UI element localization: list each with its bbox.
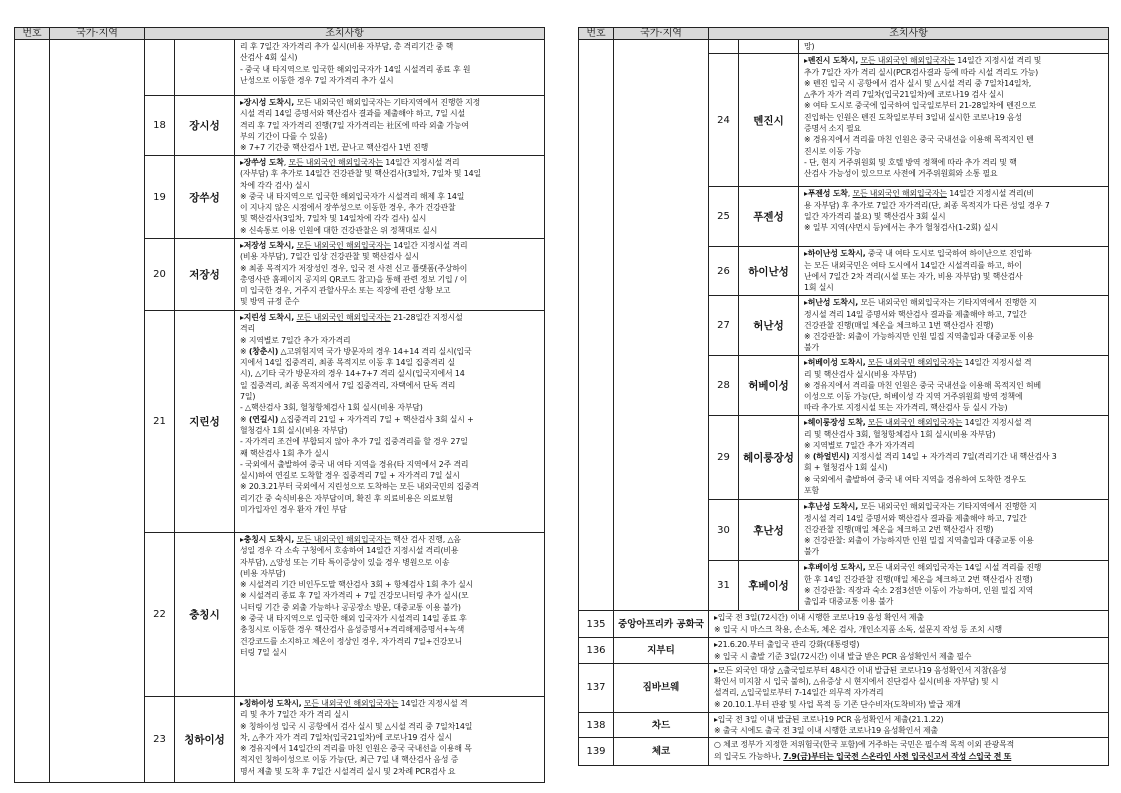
region-name: 허난성 (739, 296, 799, 356)
region-number: 29 (709, 416, 739, 500)
region-name: 저장성 (175, 239, 235, 311)
table-header-row (15, 28, 545, 40)
country-name: 지부티 (614, 638, 709, 664)
measure-cell: ▸칭하이성 도착시, 모든 내외국인 해외입국자는 14일간 지정시설 격 리 및 추가 7일간 자가 격리 실시 ※ 칭하이성 입국 시 공항에서 검사 실시 및 △시설 격리 중 7일차14일 차, △추가 자가 격리 7일차(입국21일차)에 코로나19 검사 실시 ※ 경유지에서 14일간의 격리를 마친 인원은 중국 국내선을 이용해 목 적지인 칭하이성으로 이동 가능(단, 최근 7일 내 핵산검사 음성 증 명서 제출 및 도착 후 7일간 시설격리 실시 및 2차례 PCR검사 요 (235, 697, 545, 783)
header-measure: 조치사항 (709, 28, 1109, 40)
measure-cell: ▸톈진시 도착시, 모든 내외국인 해외입국자는 14일간 지정시설 격리 및 추가 7일간 자가 격리 실시(PCR검사결과 등에 따라 시설 격리도 가능) ※ 톈진 입국 시 공항에서 검사 실시 및 △시설 격리 중 7일차14일차, △추가 자가 격리 7일차(입국21일차)에 코로나19 검사 실시 ※ 여타 도시로 중국에 입국하여 입국일로부터 21-28일차에 톈진으로 진입하는 인원은 톈진 도착일로부터 3일내 실시한 코로나19 음성 증명서 소지 필요 ※ 경유지에서 격리를 마친 인원은 중국 국내선을 이용해 목적지인 톈 진시로 이동 가능 - 단, 현지 거주위원회 및 호텔 방역 정책에 따라 추가 격리 및 핵 산검사 가능성이 있으므로 사전에 거주위원회와 소통 필요 (799, 54, 1109, 187)
header-measure: 조치사항 (145, 28, 545, 40)
measure-cell: ▸입국 전 3일(72시간) 이내 시행한 코로나19 음성 확인서 제출 ※ 입국 시 마스크 착용, 손소독, 체온 검사, 개인소지품 소독, 설문지 작성 등 조치 시행 (709, 611, 1109, 638)
region-number: 30 (709, 500, 739, 561)
region-name: 푸젠성 (739, 187, 799, 247)
table-row (579, 611, 1109, 638)
table-row (579, 40, 1109, 54)
region-name: 지린성 (175, 311, 235, 533)
region-name: 후난성 (739, 500, 799, 561)
measure-cell: ▸허베이성 도착시, 모든 내외국민 해외입국자는 14일간 지정시설 격 리 및 핵산검사 실시(비용 자부담) ※ 경유지에서 격리를 마친 인원은 중국 국내선을 이용해 목적지인 허베 이성으로 이동 가능(단, 허베이성 각 지역 거주위원회 방역 정책에 따라 추가로 지정시설 또는 자가격리, 핵산검사 등 실시 가능) (799, 356, 1109, 416)
header-no: 번호 (15, 28, 50, 40)
country-number: 138 (579, 712, 614, 738)
sub-no-cell (145, 40, 175, 96)
region-number: 23 (145, 697, 175, 783)
country-cell (614, 40, 709, 611)
region-number: 18 (145, 96, 175, 156)
measure-cell: 리 후 7일간 자가격리 추가 실시(비용 자부담, 총 격리기간 중 핵 산검사 4회 실시) - 중국 내 타지역으로 입국한 해외입국자가 14일 시설격리 종료 후 원 난성으로 이동한 경우 7일 자가격리 추가 실시 (235, 40, 545, 96)
no-cell (579, 40, 614, 611)
table-row (579, 738, 1109, 766)
measures-table-right (578, 27, 1109, 766)
measure-cell: ○ 체코 정부가 지정한 저위험국(한국 포함)에 거주하는 국민은 필수적 목적 이외 관광목적 의 입국도 가능하나, 7.9(금)부터는 입국전 스온라인 사전 입국신고서 작성 스입국 전 또 (709, 738, 1109, 766)
header-no: 번호 (579, 28, 614, 40)
measure-cell: ▸헤이룽장성 도착, 모든 내외국인 해외입국자는 14일간 지정시설 격 리 및 핵산검사 3회, 혈청항체검사 1회 실시(비용 자부담) ※ 지역별로 7일간 추가 자가격리 ※ (하얼빈시) 지정시설 격리 14일 + 자가격리 7일(격리기간 내 핵산검사 3 회 + 혈청검사 1회 실시) ※ 국외에서 출발하여 중국 내 여타 지역을 경유하여 도착한 경우도 포함 (799, 416, 1109, 500)
measure-cell: ▸입국 전 3일 이내 발급된 코로나19 PCR 음성확인서 제출(21.1.22) ※ 출국 시에도 출국 전 3일 이내 시행한 코로나19 음성확인서 제출 (709, 712, 1109, 738)
table-row (579, 638, 1109, 664)
region-name: 허베이성 (739, 356, 799, 416)
measure-cell: ▸후난성 도착시, 모든 내외국인 해외입국자는 기타지역에서 진행한 지 정시설 격리 14일 증명서와 핵산검사 결과를 제출해야 하고, 7일간 건강관찰 진행(매일 체온을 체크하고 2번 핵산검사 진행) ※ 건강관찰: 외출이 가능하지만 인원 밀집 지역출입과 대중교통 이용 불가 (799, 500, 1109, 561)
country-cell (50, 40, 145, 783)
region-name: 충칭시 (175, 533, 235, 697)
table-header-row (579, 28, 1109, 40)
country-number: 136 (579, 638, 614, 664)
sub-name-cell (175, 40, 235, 96)
table-row (579, 712, 1109, 738)
no-cell (15, 40, 50, 783)
region-name: 헤이룽장성 (739, 416, 799, 500)
measure-cell: ▸충칭시 도착시, 모든 내외국인 해외입국자는 핵산 검사 진행, △음 성일 경우 각 소속 구청에서 호송하여 14일간 지정시설 격리(비용 자부담), △양성 또는 기타 특이증상이 있을 경우 병원으로 이송 (비용 자부담) ※ 시설격리 기간 비인두도말 핵산검사 3회 + 항체검사 1회 추가 실시 ※ 시설격리 종료 후 7일 자가격리 + 7일 건강모니터링 추가 실시(모 니터링 기간 중 외출 가능하나 공공장소 방문, 대중교통 이용 불가) ※ 중국 내 타지역으로 입국한 해외 입국자가 시설격리 14일 종료 후 충칭시로 이동한 경우 핵산검사 음성증명서+격리해제증명서+녹색 건강코드를 소지하고 체온이 정상인 경우, 자가격리 7일+건강모니 터링 7일 실시 (235, 533, 545, 697)
sub-no-cell (709, 40, 739, 54)
measure-cell: ▸허난성 도착시, 모든 내외국인 해외입국자는 기타지역에서 진행한 지 정시설 격리 14일 증명서와 핵산검사 결과를 제출해야 하고, 7일간 건강관찰 진행(매일 체온을 체크하고 1번 핵산검사 진행) ※ 건강관찰: 외출이 가능하지만 인원 밀집 지역출입과 대중교통 이용 불가 (799, 296, 1109, 356)
region-number: 24 (709, 54, 739, 187)
header-country: 국가·지역 (614, 28, 709, 40)
country-name: 중앙아프리카 공화국 (614, 611, 709, 638)
region-number: 19 (145, 156, 175, 239)
country-number: 139 (579, 738, 614, 766)
measure-cell: ▸장시성 도착시, 모든 내외국인 해외입국자는 기타지역에서 진행한 지정 시설 격리 14일 증명서와 핵산검사 결과를 제출해야 하고, 7일 시설 격리 후 7일 자가격리 진행(7일 자가격리는 社区에 따라 외출 가능여 부의 기간이 다를 수 있음) ※ 7+7 기간중 핵산검사 1번, 끝나고 핵산검사 1번 진행 (235, 96, 545, 156)
region-number: 20 (145, 239, 175, 311)
country-name: 차드 (614, 712, 709, 738)
region-number: 21 (145, 311, 175, 533)
region-number: 28 (709, 356, 739, 416)
country-name: 체코 (614, 738, 709, 766)
measure-cell: ▸모든 외국인 대상 △출국일로부터 48시간 이내 발급된 코로나19 음성확인서 지참(음성 확인서 미지참 시 입국 불허), △유증상 시 현지에서 진단검사 실시(비용 자부담) 및 시 설격리, △입국일로부터 7-14일간 의무적 자가격리 ※ 20.10.1.부터 관광 및 사업 목적 등 기존 단수비자(도착비자) 발급 재개 (709, 663, 1109, 712)
country-number: 135 (579, 611, 614, 638)
measure-cell: ▸푸젠성 도착, 모든 내외국인 해외입국자는 14일간 지정시설 격리(비 용 자부담) 후 추가로 7일간 자가격리(단, 최종 목적지가 다른 성일 경우 7 일간 자가격리 불요) 및 핵산검사 3회 실시 ※ 일부 지역(샤먼시 등)에서는 추가 혈청검사(1-2회) 실시 (799, 187, 1109, 247)
region-name: 톈진시 (739, 54, 799, 187)
country-number: 137 (579, 663, 614, 712)
measure-cell: ▸저장성 도착시, 모든 내외국인 해외입국자는 14일간 지정시설 격리 (비용 자부담), 7일간 입상 건강관찰 및 핵산검사 실시 ※ 최종 목적지가 저장성인 경우, 입국 전 사전 신고 플랫폼(주상하이 총영사관 홈페이지 공지의 QR코드 참고)을 통해 관련 정보 기입 / 이 미 입국한 경우, 거주지 관할사무소 또는 직장에 관련 상황 보고 및 방역 규정 준수 (235, 239, 545, 311)
region-number: 26 (709, 247, 739, 296)
header-country: 국가·지역 (50, 28, 145, 40)
measure-cell: ▸하이난성 도착시, 중국 내 여타 도시로 입국하여 하이난으로 진입하 는 모든 내외국민은 여타 도시에서 14일간 시설격리를 하고, 하이 난에서 7일간 2차 격리(시설 또는 자가, 비용 자부담) 및 핵산검사 1회 실시 (799, 247, 1109, 296)
region-name: 후베이성 (739, 561, 799, 611)
table-row (15, 40, 545, 96)
region-name: 하이난성 (739, 247, 799, 296)
region-name: 장시성 (175, 96, 235, 156)
region-number: 22 (145, 533, 175, 697)
measures-table-left (14, 27, 545, 783)
region-name: 장쑤성 (175, 156, 235, 239)
region-name: 칭하이성 (175, 697, 235, 783)
country-name: 짐바브웨 (614, 663, 709, 712)
region-number: 25 (709, 187, 739, 247)
measure-cell: ▸지린성 도착시, 모든 내외국인 해외입국자는 21-28일간 지정시설 격리 ※ 지역별로 7일간 추가 자가격리 ※ (창춘시) △고위험지역 국가 방문자의 경우 14+14 격리 실시(입국 지에서 14일 집중격리, 최종 목적지로 이동 후 14일 집중격리 실 시), △기타 국가 방문자의 경우 14+7+7 격리 실시(입국지에서 14 일 집중격리, 최종 목적지에서 7일 집중격리, 자택에서 단독 격리 7일) - △핵산검사 3회, 혈청항체검사 1회 실시(비용 자부담) ※ (연길시) △집중격리 21일 + 자가격리 7일 + 핵산검사 3회 실시 + 혈청검사 1회 실시(비용 자부담) - 자가격리 조건에 부합되지 않아 추가 7일 집중격리를 할 경우 27일 째 핵산검사 1회 추가 실시 - 국외에서 출발하여 중국 내 여타 지역을 경유(타 지역에서 2주 격리 실시)하여 연길로 도착할 경우 집중격리 7일 + 자가격리 7일 실시 ※ 20.3.21부터 국외에서 지린성으로 도착하는 모든 내외국민의 집중격 리기간 중 숙식비용은 자부담이며, 확진 후 의료비용은 의료보험 미가입자인 경우 환자 개인 부담 (235, 311, 545, 533)
measure-cell: 망) (799, 40, 1109, 54)
sub-name-cell (739, 40, 799, 54)
measure-cell: ▸21.6.20.부터 출입국 관리 강화(대통령령) ※ 입국 시 출발 기준 3일(72시간) 이내 발급 받은 PCR 음성확인서 제출 필수 (709, 638, 1109, 664)
region-number: 27 (709, 296, 739, 356)
measure-cell: ▸후베이성 도착시, 모든 내외국인 해외입국자는 14일 시설 격리를 진행 한 후 14일 건강관찰 진행(매일 체온을 체크하고 2번 핵산검사 진행) ※ 건강관찰: 직장과 숙소 2점3선만 이동이 가능하며, 인원 밀집 지역 출입과 대중교통 이용 불가 (799, 561, 1109, 611)
table-row (579, 663, 1109, 712)
region-number: 31 (709, 561, 739, 611)
measure-cell: ▸장쑤성 도착, 모든 내외국인 해외입국자는 14일간 지정시설 격리 (자부담) 후 추가로 14일간 건강관찰 및 핵산검사(3일차, 7일차 및 14일 차에 각각 검사) 실시 ※ 중국 내 타지역으로 입국한 해외입국자가 시설격리 해제 후 14일 이 지나지 않은 시점에서 장쑤성으로 이동한 경우, 추가 건강관찰 및 핵산검사(3일차, 7일차 및 14일차에 각각 검사) 실시 ※ 신속통로 이용 인원에 대한 건강관찰은 위 정책대로 실시 (235, 156, 545, 239)
